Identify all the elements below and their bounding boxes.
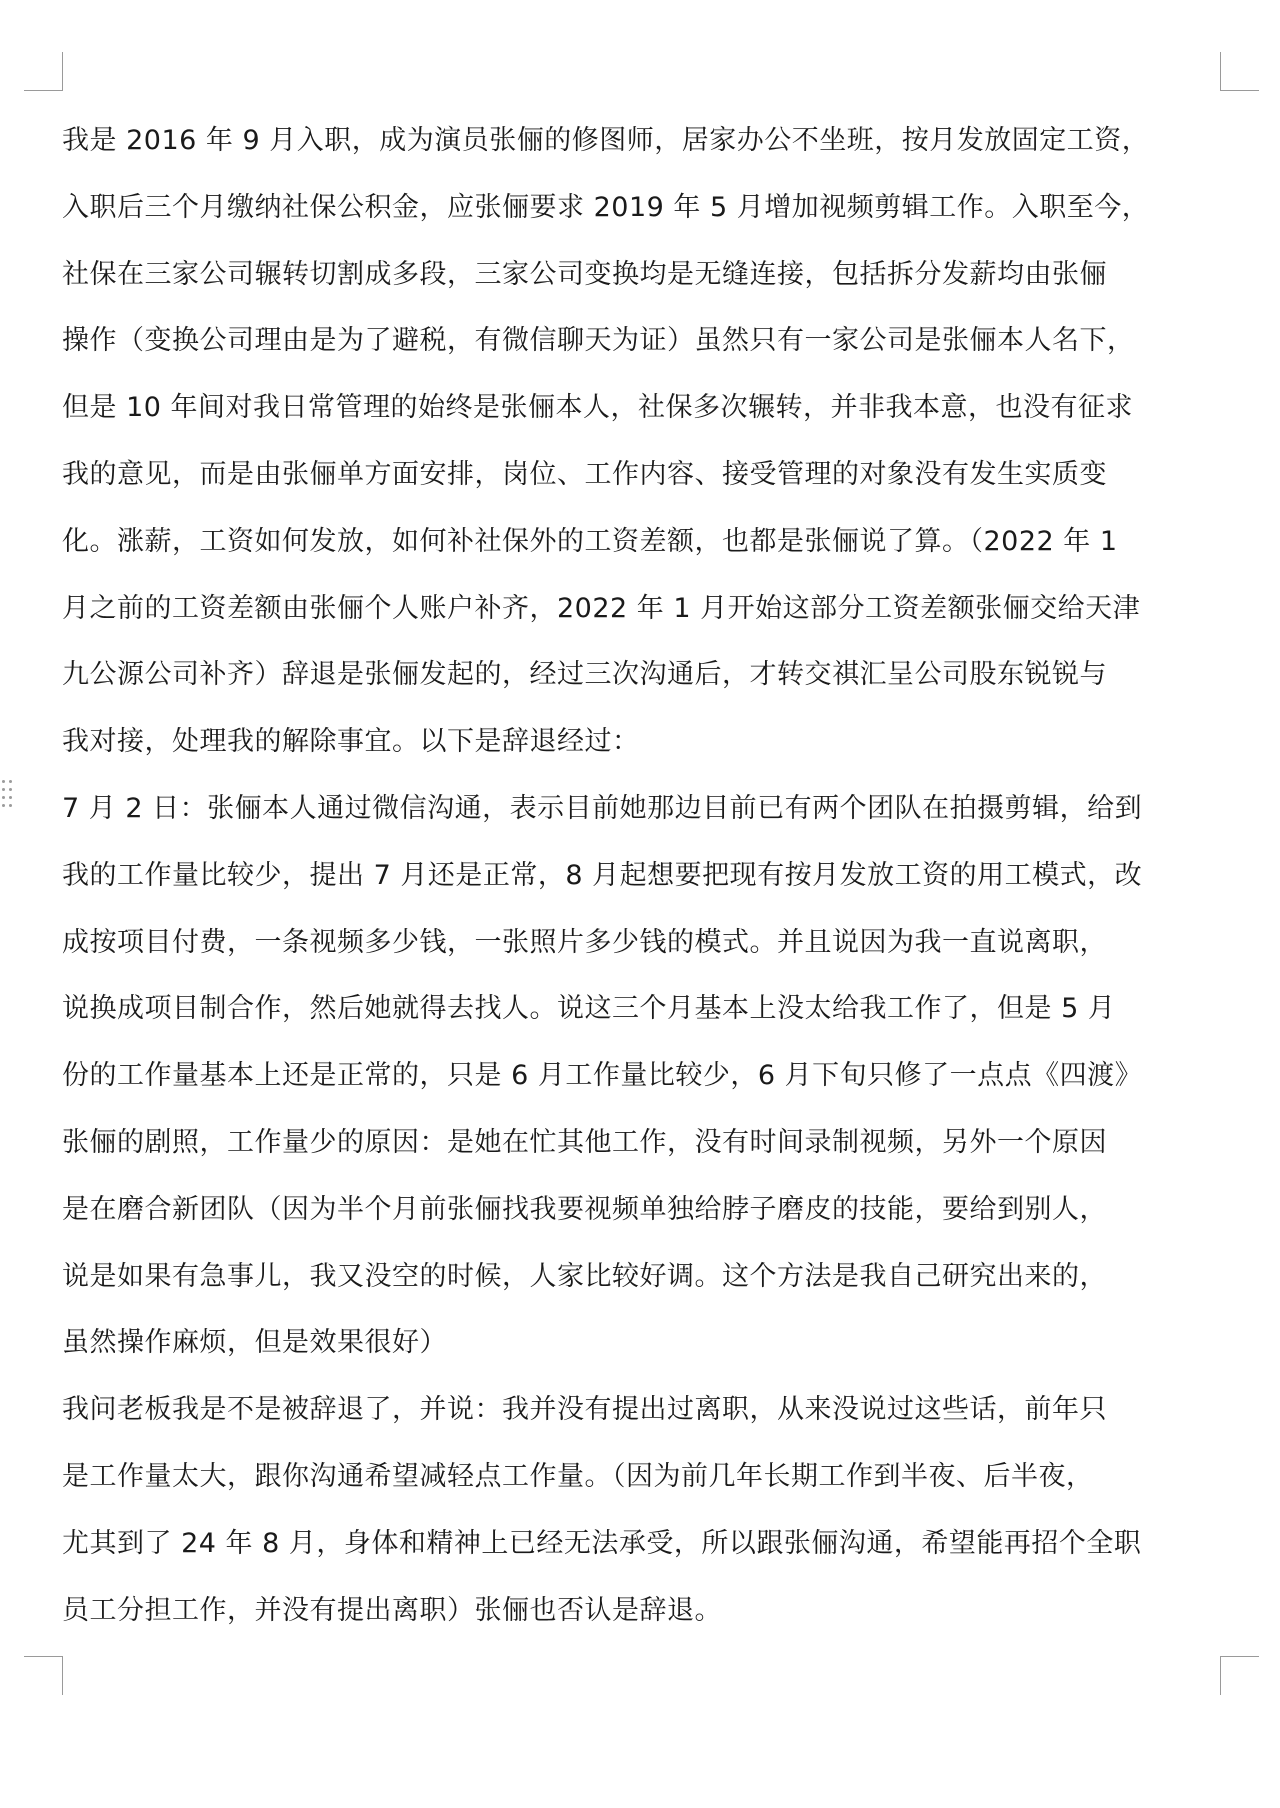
text-line: 成按项目付费，一条视频多少钱，一张照片多少钱的模式。并且说因为我一直说离职，	[62, 926, 1107, 958]
text-line: 张俪的剧照，工作量少的原因：是她在忙其他工作，没有时间录制视频，另外一个原因	[62, 1126, 1107, 1158]
text-line: 说是如果有急事儿，我又没空的时候，人家比较好调。这个方法是我自己研究出来的，	[62, 1260, 1107, 1292]
text-line: 九公源公司补齐）辞退是张俪发起的，经过三次沟通后，才转交祺汇呈公司股东锐锐与	[62, 659, 1107, 691]
text-line: 我是 2016 年 9 月入职，成为演员张俪的修图师，居家办公不坐班，按月发放固定工资，	[62, 125, 1150, 156]
text-line: 说换成项目制合作，然后她就得去找人。说这三个月基本上没太给我工作了，但是 5 月	[62, 993, 1116, 1025]
margin-mark-top-left	[24, 52, 63, 91]
text-line: 社保在三家公司辗转切割成多段，三家公司变换均是无缝连接，包括拆分发薪均由张俪	[62, 258, 1107, 290]
margin-mark-top-right	[1220, 52, 1259, 91]
text-line: 是工作量太大，跟你沟通希望减轻点工作量。（因为前几年长期工作到半夜、后半夜，	[62, 1460, 1094, 1492]
text-line: 我的工作量比较少，提出 7 月还是正常，8 月起想要把现有按月发放工资的用工模式，改	[62, 859, 1143, 891]
text-line: 操作（变换公司理由是为了避税，有微信聊天为证）虽然只有一家公司是张俪本人名下，	[62, 325, 1135, 357]
drag-handle-icon[interactable]	[2, 780, 12, 810]
text-line: 员工分担工作，并没有提出离职）张俪也否认是辞退。	[62, 1594, 722, 1626]
text-line: 月之前的工资差额由张俪个人账户补齐，2022 年 1 月开始这部分工资差额张俪交给天津	[62, 592, 1141, 624]
text-line: 尤其到了 24 年 8 月，身体和精神上已经无法承受，所以跟张俪沟通，希望能再招个全职	[62, 1527, 1142, 1559]
text-line: 我问老板我是不是被辞退了，并说：我并没有提出过离职，从来没说过这些话，前年只	[62, 1394, 1107, 1426]
text-line: 份的工作量基本上还是正常的，只是 6 月工作量比较少，6 月下旬只修了一点点《四渡》	[62, 1060, 1143, 1092]
text-line: 7 月 2 日：张俪本人通过微信沟通，表示目前她那边目前已有两个团队在拍摄剪辑，给到	[62, 792, 1143, 824]
document-body	[62, 108, 1227, 1644]
margin-mark-bottom-left	[24, 1656, 63, 1695]
text-line: 但是 10 年间对我日常管理的始终是张俪本人，社保多次辗转，并非我本意，也没有征求	[62, 392, 1134, 424]
margin-mark-bottom-right	[1220, 1656, 1259, 1695]
text-line: 我的意见，而是由张俪单方面安排，岗位、工作内容、接受管理的对象没有发生实质变	[62, 458, 1107, 490]
text-line: 虽然操作麻烦，但是效果很好）	[62, 1327, 447, 1359]
text-line: 化。涨薪，工资如何发放，如何补社保外的工资差额，也都是张俪说了算。（2022 年 1	[62, 525, 1118, 557]
text-line: 我对接，处理我的解除事宜。以下是辞退经过：	[62, 726, 640, 758]
text-line: 入职后三个月缴纳社保公积金，应张俪要求 2019 年 5 月增加视频剪辑工作。入职至今，	[62, 191, 1150, 223]
text-line: 是在磨合新团队（因为半个月前张俪找我要视频单独给脖子磨皮的技能，要给到别人，	[62, 1193, 1107, 1225]
